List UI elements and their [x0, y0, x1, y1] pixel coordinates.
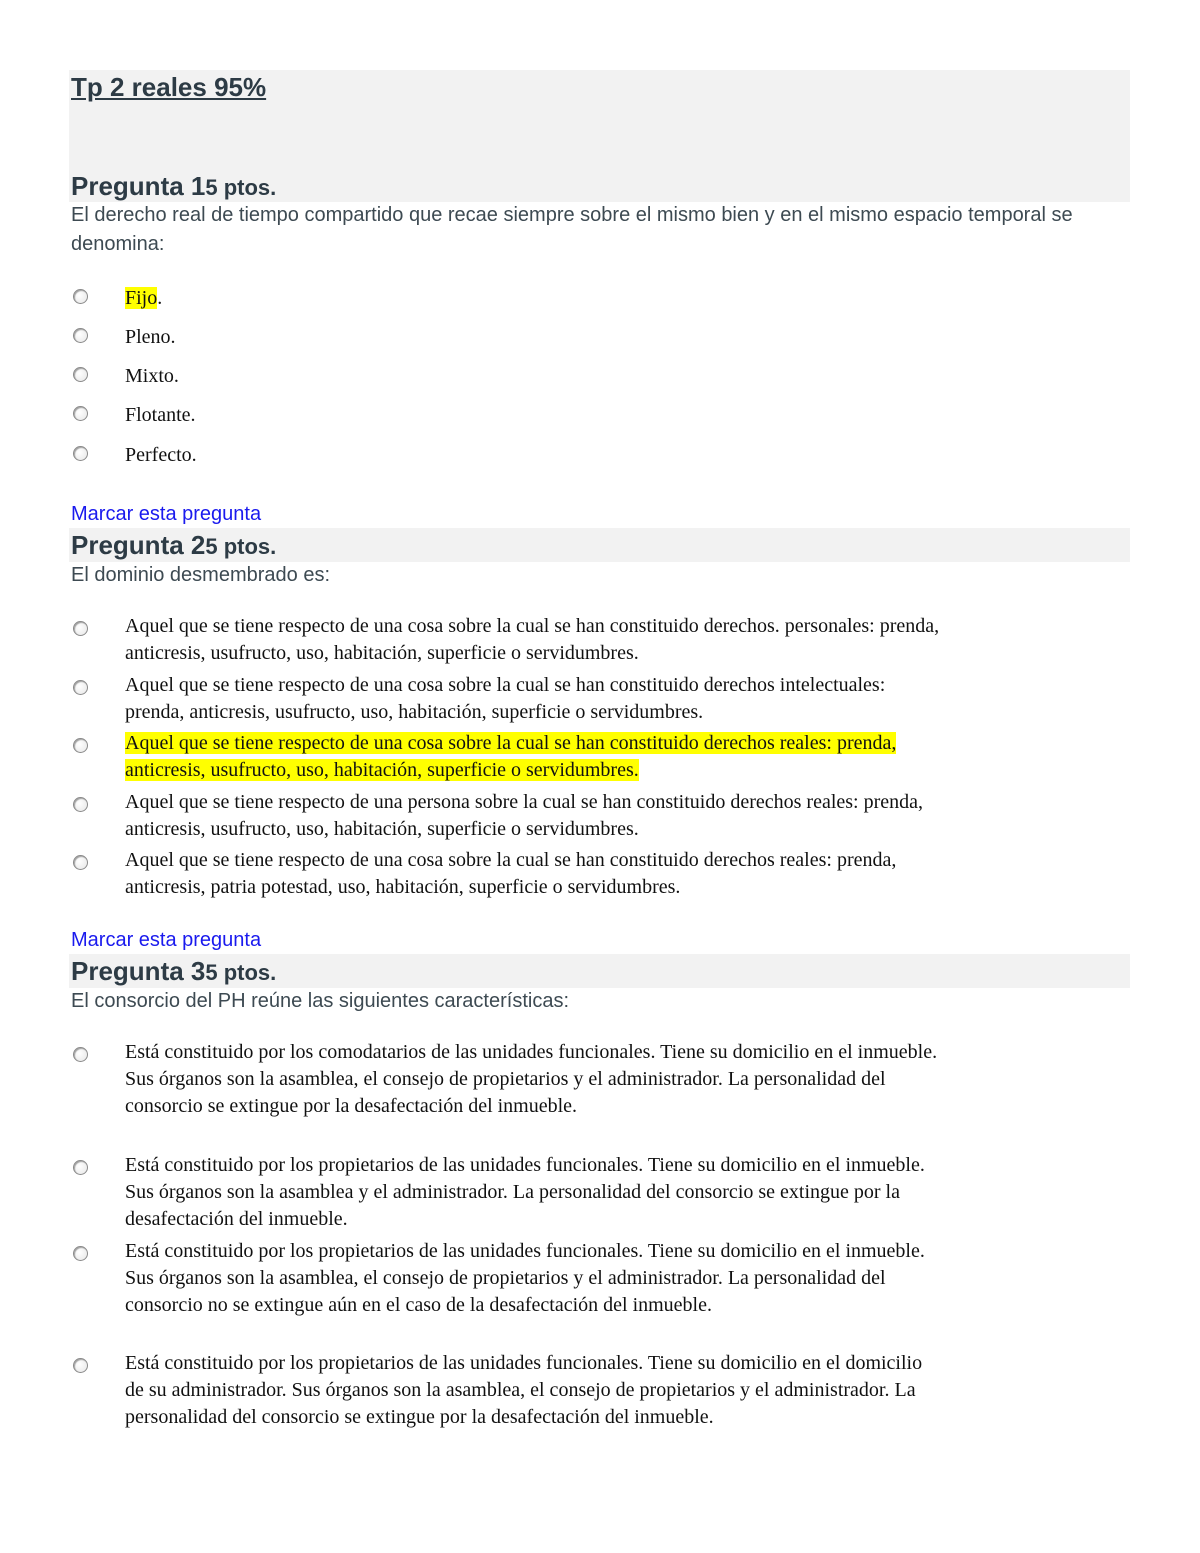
- radio-button[interactable]: [73, 1047, 88, 1062]
- option-text: Está constituido por los comodatarios de las unidades funcionales. Tiene su domicilio en el inmueble. Sus órganos son la asamblea, el consejo de propietarios y el administrador. La personalidad del consorcio se extingue por la desafectación del inmueble.: [125, 1041, 938, 1117]
- question-1-text: El derecho real de tiempo compartido que recae siempre sobre el mismo bien y en el mismo espacio temporal se denomina:: [71, 204, 1073, 255]
- question-3-text: El consorcio del PH reúne las siguientes características:: [71, 990, 570, 1012]
- question-3-label: Pregunta 3: [71, 956, 206, 986]
- document-title: Tp 2 reales 95%: [71, 72, 267, 102]
- option-text: Aquel que se tiene respecto de una cosa sobre la cual se han constituido derechos reales: prenda, anticresis, usufructo, uso, habitación, superficie o servidumbres.: [125, 732, 897, 781]
- option-text: Aquel que se tiene respecto de una persona sobre la cual se han constituido derechos reales: prenda, anticresis, usufructo, uso, habitación, superficie o servidumbres.: [125, 791, 924, 840]
- radio-button[interactable]: [73, 289, 88, 304]
- radio-button[interactable]: [73, 621, 88, 636]
- radio-button[interactable]: [73, 738, 88, 753]
- question-3-points: 5 ptos.: [205, 960, 277, 985]
- option-text: Aquel que se tiene respecto de una cosa sobre la cual se han constituido derechos intelectuales: prenda, anticresis, usufructo, uso, habitación, superficie o servidumbres.: [125, 674, 886, 723]
- option-text: Aquel que se tiene respecto de una cosa sobre la cual se han constituido derechos reales: prenda, anticresis, patria potestad, uso, habitación, superficie o servidumbres.: [125, 849, 897, 898]
- question-3-title: [71, 956, 276, 987]
- option-text: Perfecto.: [125, 444, 197, 466]
- question-2-points: 5 ptos.: [205, 534, 277, 559]
- radio-button[interactable]: [73, 680, 88, 695]
- question-2-title: [71, 530, 276, 561]
- question-1-points: 5 ptos.: [205, 175, 277, 200]
- radio-button[interactable]: [73, 1246, 88, 1261]
- option-text: Está constituido por los propietarios de las unidades funcionales. Tiene su domicilio en el inmueble. Sus órganos son la asamblea y el administrador. La personalidad del consorcio se extingue por la desafectación del inmueble.: [125, 1154, 925, 1230]
- option-text: Pleno.: [125, 326, 176, 348]
- option-text: Está constituido por los propietarios de las unidades funcionales. Tiene su domicilio en el domicilio de su administrador. Sus órganos son la asamblea, el consejo de propietarios y el administrador. La personalidad del consorcio se extingue por la desafectación del inmueble.: [125, 1352, 923, 1428]
- option-text: Está constituido por los propietarios de las unidades funcionales. Tiene su domicilio en el inmueble. Sus órganos son la asamblea, el consejo de propietarios y el administrador. La personalidad del consorcio no se extingue aún en el caso de la desafectación del inmueble.: [125, 1240, 925, 1316]
- radio-button[interactable]: [73, 1160, 88, 1175]
- question-1-label: Pregunta 1: [71, 171, 206, 201]
- radio-button[interactable]: [73, 406, 88, 421]
- option-text: Mixto.: [125, 365, 179, 387]
- mark-question-1-link[interactable]: Marcar esta pregunta: [71, 503, 262, 525]
- question-2-label: Pregunta 2: [71, 530, 206, 560]
- option-text: Aquel que se tiene respecto de una cosa sobre la cual se han constituido derechos. personales: prenda, anticresis, usufructo, uso, habitación, superficie o servidumbres.: [125, 615, 940, 664]
- option-text: Flotante.: [125, 404, 196, 426]
- radio-button[interactable]: [73, 446, 88, 461]
- question-1-title: [71, 171, 276, 202]
- mark-question-2-link[interactable]: Marcar esta pregunta: [71, 929, 262, 951]
- option-text: Fijo.: [125, 287, 163, 309]
- radio-button[interactable]: [73, 855, 88, 870]
- question-2-text: El dominio desmembrado es:: [71, 564, 331, 586]
- radio-button[interactable]: [73, 328, 88, 343]
- radio-button[interactable]: [73, 367, 88, 382]
- radio-button[interactable]: [73, 1358, 88, 1373]
- radio-button[interactable]: [73, 797, 88, 812]
